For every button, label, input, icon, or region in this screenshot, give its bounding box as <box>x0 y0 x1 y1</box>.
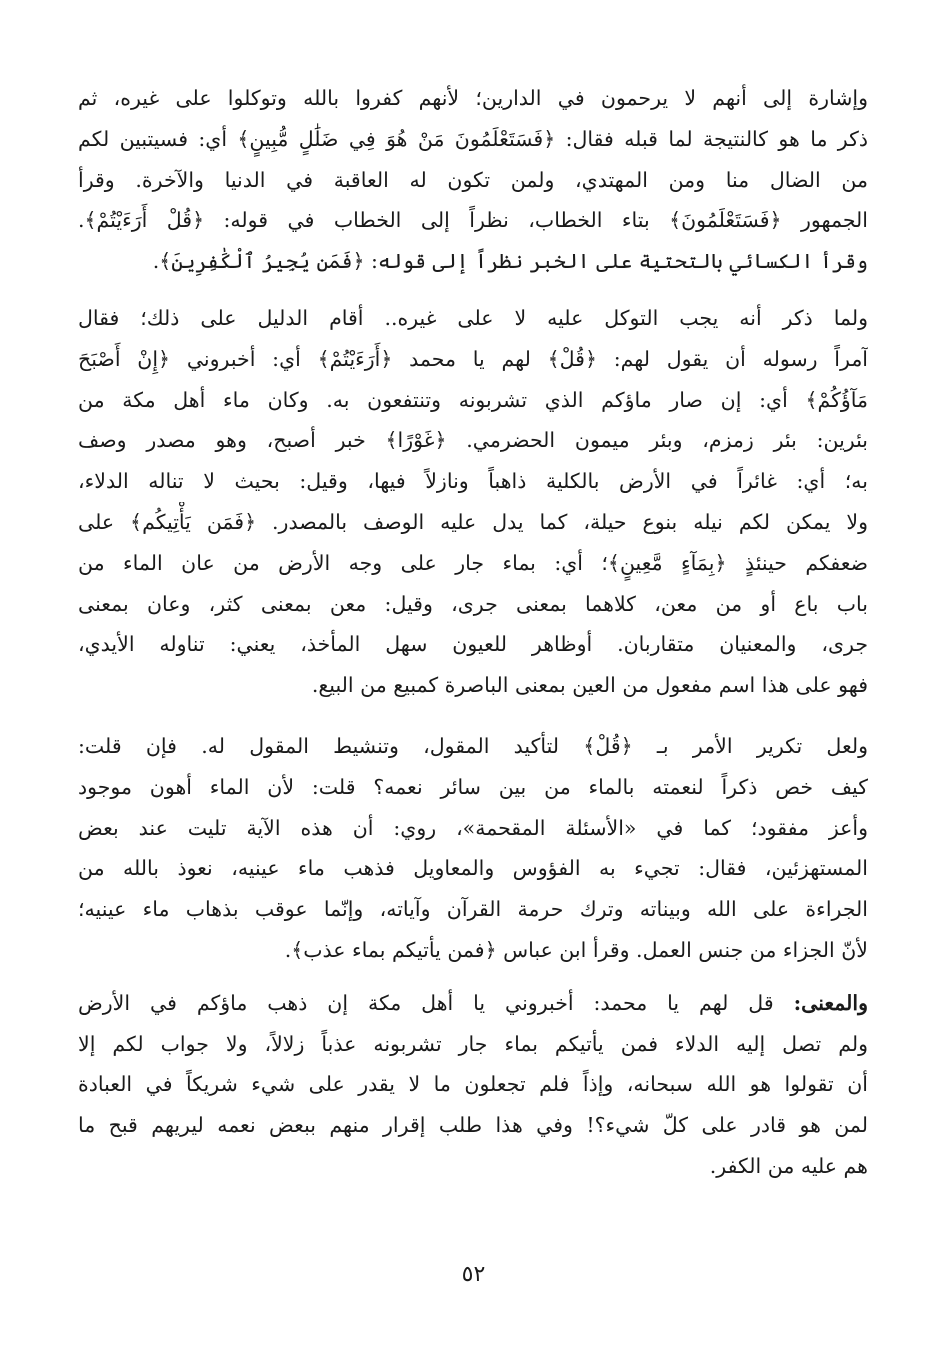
text-line: هم عليه من الكفر. <box>709 1153 868 1178</box>
paragraph-4 <box>78 983 868 1187</box>
text-line: المستهزئين، فقال: تجيء به الفؤوس والمعاويل فذهب ماء عينيه، نعوذ بالله من <box>78 856 868 881</box>
text-line: ولا يمكن لكم نيله بنوع حيلة، كما يدل عليه الوصف بالمصدر. ﴿فَمَن يَأْتِيكُم﴾ على <box>78 509 868 534</box>
text-line: لمن هو قادر على كلّ شيء؟! وفي هذا طلب إقرار منهم ببعض نعمه ليريهم قبح ما <box>78 1113 868 1138</box>
text-line: فهو على هذا اسم مفعول من العين بمعنى الباصرة كمبيع من البيع. <box>311 673 868 698</box>
text-line: وإشارة إلى أنهم لا يرحمون في الدارين؛ لأنهم كفروا بالله وتوكلوا على غيره، ثم <box>78 86 868 110</box>
paragraph-spacer <box>78 971 868 983</box>
text-line: وقرأ الكسائي بالتحتية على الخبر نظراً إلى قوله: ﴿فَمَن يُجِيرُ ٱلْكَٰفِرِينَ﴾. <box>152 249 868 274</box>
text-line: بئرين: بئر زمزم، وبئر ميمون الحضرمي. ﴿غَوْرًا﴾ خبر أصبح، وهو مصدر وصف <box>78 428 868 453</box>
text-line: ولما ذكر أنه يجب التوكل عليه لا على غيره.. أقام الدليل على ذلك؛ فقال <box>78 305 868 330</box>
text-line: أن تقولوا هو الله سبحانه، وإذاً فلم تجعلون ما لا يقدر على شيء شريكاً في العبادة <box>78 1072 868 1097</box>
text-line: كيف خص ذكراً لنعمته بالماء من بين سائر نعمه؟ قلت: لأن الماء أهون موجود <box>78 774 868 799</box>
text-line: ضعفكم حينئذٍ ﴿بِمَآءٍ مَّعِينٍ﴾؛ أي: بماء جار على وجه الأرض من عان الماء من <box>78 550 868 575</box>
text-line: مَآؤُكُمْ﴾ أي: إن صار ماؤكم الذي تشربونه وتنتفعون به. وكان ماء أهل مكة من <box>78 387 868 412</box>
text-line: آمراً رسوله أن يقول لهم: ﴿قُلْ﴾ لهم يا محمد ﴿أَرَءَيْتُمْ﴾ أي: أخبروني ﴿إِنْ أَصْبَحَ <box>78 346 868 371</box>
text-line: وأعز مفقود؛ كما في «الأسئلة المقحمة»، روي: أن هذه الآية تليت عند بعض <box>78 815 868 840</box>
text-line: جرى، والمعنيان متقاربان. أوظاهر للعيون سهل المأخذ، يعني: تناوله الأيدي، <box>78 632 868 657</box>
text-line: ولم تصل إليه الدلاء فمن يأتيكم بماء جار تشربونه عذباً زلالاً، ولا جواب لكم إلا <box>78 1031 868 1056</box>
paragraph-1 <box>78 78 868 282</box>
paragraph-spacer <box>78 706 868 726</box>
text-line: من الضال منا ومن المهتدي، ولمن تكون له العاقبة في الدنيا والآخرة. وقرأ <box>78 167 868 192</box>
text-line: به؛ أي: غائراً في الأرض بالكلية ذاهباً ونازلاً فيها، وقيل: بحيث لا تناله الدلاء، <box>78 469 868 494</box>
page-number: ٥٢ <box>461 1262 486 1287</box>
text-line <box>78 983 868 1024</box>
text-line: ولعل تكرير الأمر بـ ﴿قُلْ﴾ لتأكيد المقول، وتنشيط المقول له. فإن قلت: <box>78 733 868 758</box>
paragraph-3 <box>78 726 868 971</box>
paragraph-spacer <box>78 282 868 298</box>
lead-word: والمعنى: <box>793 990 868 1015</box>
text-line: ذكر ما هو كالنتيجة لما قبله فقال: ﴿فَسَتَعْلَمُونَ مَنْ هُوَ فِي ضَلَٰلٍ مُّبِينٍ﴾ أي: فسيتبين لكم <box>78 126 868 151</box>
text-line: باب باع أو من معن، كلاهما بمعنى جرى، وقيل: معن بمعنى كثر، وعان بمعنى <box>78 591 868 616</box>
text-line: لأنّ الجزاء من جنس العمل. وقرأ ابن عباس ﴿فمن يأتيكم بماء عذب﴾. <box>284 937 868 962</box>
paragraph-2 <box>78 298 868 706</box>
text-line-rest: قل لهم يا محمد: أخبروني يا أهل مكة إن ذهب ماؤكم في الأرض <box>78 990 794 1015</box>
text-line: الجمهور ﴿فَسَتَعْلَمُونَ﴾ بتاء الخطاب، نظراً إلى الخطاب في قوله: ﴿قُلْ أَرَءَيْتُمْ﴾. <box>78 208 868 233</box>
page-text <box>78 78 868 1187</box>
text-line: الجراءة على الله وبيناته وترك حرمة القرآن وآياته، وإنّما عوقب بذهاب ماء عينيه؛ <box>78 897 868 922</box>
